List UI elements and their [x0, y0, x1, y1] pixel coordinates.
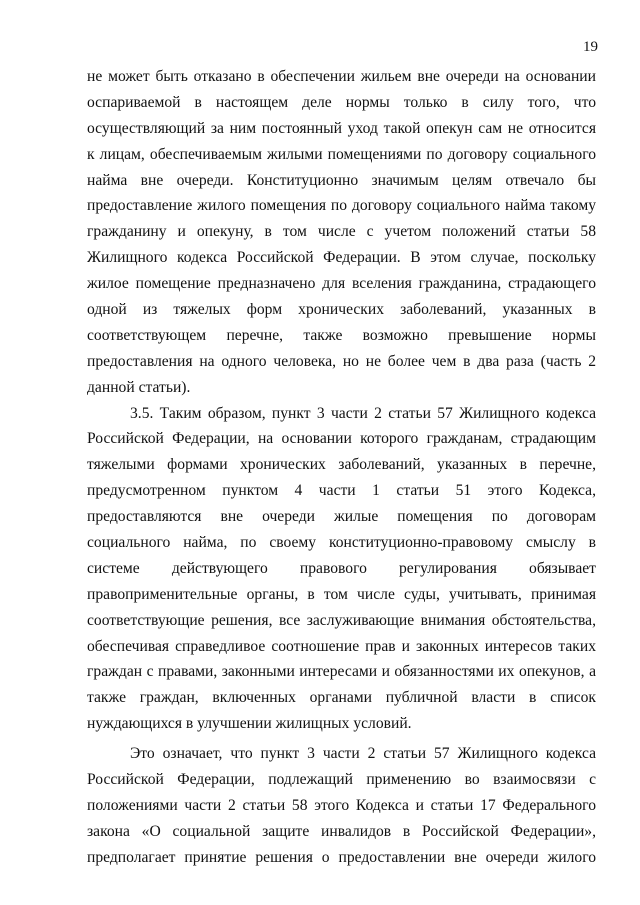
text-line: системе действующего правового регулирования обязывает	[87, 559, 596, 577]
text-line: социального найма, по своему конституционно-правовому смыслу в	[87, 534, 596, 552]
text-line: Жилищного кодекса Российской Федерации. В этом случае, поскольку	[87, 249, 596, 267]
text-line: не может быть отказано в обеспечении жильем вне очереди на основании	[87, 68, 596, 85]
text-line: тяжелыми формами хронических заболеваний, указанных в перечне,	[87, 456, 596, 474]
text-line: предусмотренном пунктом 4 части 1 статьи 51 этого Кодекса,	[87, 482, 596, 500]
text-line: предоставления на одного человека, но не более чем в два раза (часть 2	[87, 352, 596, 370]
text-line: нуждающихся в улучшении жилищных условий.	[87, 715, 412, 733]
text-line: данной статьи).	[87, 378, 191, 396]
text-line: 3.5. Таким образом, пункт 3 части 2 статьи 57 Жилищного кодекса	[130, 404, 596, 422]
text-line: оспариваемой в настоящем деле нормы только в силу того, что	[87, 93, 596, 111]
text-line: граждан с правами, законными интересами и обязанностями их опекунов, а	[87, 663, 596, 681]
text-line: гражданину и опекуну, в том числе с учетом положений статьи 58	[87, 223, 596, 241]
text-line: найма вне очереди. Конституционно значимым целям отвечало бы	[87, 171, 596, 189]
text-line: к лицам, обеспечиваемым жилыми помещениями по договору социального	[87, 145, 596, 163]
document-body	[87, 64, 596, 871]
text-line: правоприменительные органы, в том числе суды, учитывать, принимая	[87, 585, 596, 603]
text-line: предполагает принятие решения о предоставлении вне очереди жилого	[87, 848, 596, 866]
text-line: Российской Федерации, на основании которого гражданам, страдающим	[87, 430, 596, 448]
text-line: предоставляются вне очереди жилые помещения по договорам	[87, 508, 596, 526]
text-line: соответствующие решения, все заслуживающие внимания обстоятельства,	[87, 611, 596, 629]
text-line: жилое помещение предназначено для вселения гражданина, страдающего	[87, 275, 596, 293]
text-line: Это означает, что пункт 3 части 2 статьи 57 Жилищного кодекса	[130, 745, 596, 763]
text-line: закона «О социальной защите инвалидов в Российской Федерации»,	[87, 822, 596, 840]
text-line: обеспечивая справедливое соотношение прав и законных интересов таких	[87, 637, 596, 655]
text-line: положениями части 2 статьи 58 этого Кодекса и статьи 17 Федерального	[87, 796, 596, 814]
text-line: соответствующем перечне, также возможно превышение нормы	[87, 326, 596, 344]
text-line: осуществляющий за ним постоянный уход такой опекун сам не относится	[87, 119, 596, 137]
text-line: Российской Федерации, подлежащий применению во взаимосвязи с	[87, 771, 596, 789]
text-line: предоставление жилого помещения по договору социального найма такому	[87, 197, 596, 215]
page-number: 19	[583, 39, 598, 55]
text-line: также граждан, включенных органами публичной власти в список	[87, 689, 596, 707]
text-line: одной из тяжелых форм хронических заболеваний, указанных в	[87, 301, 596, 319]
